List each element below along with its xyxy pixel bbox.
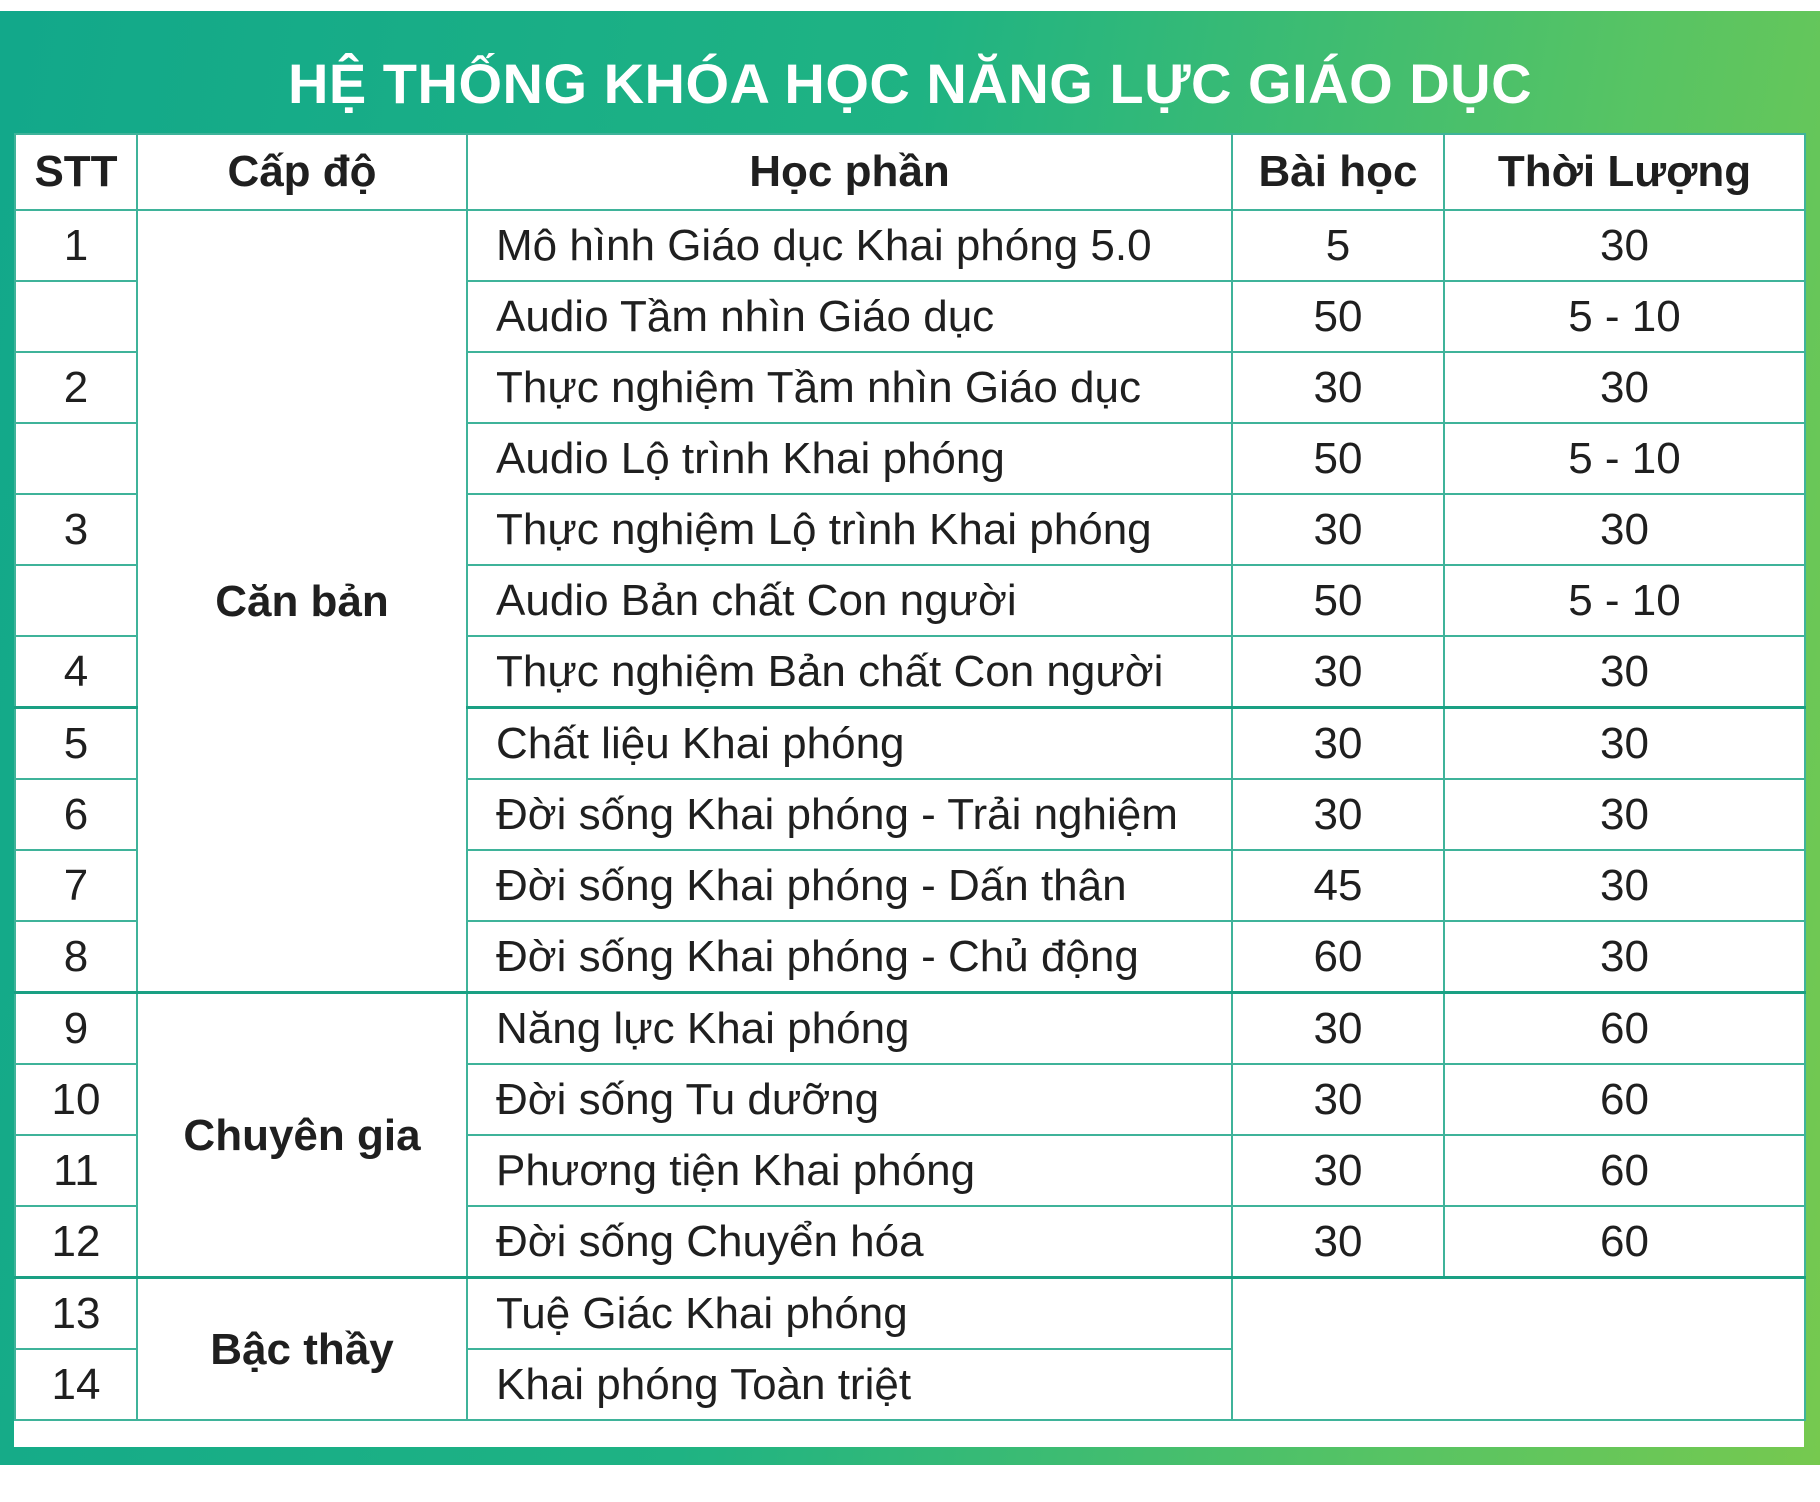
stt-cell: 2 bbox=[15, 352, 137, 423]
module-cell: Đời sống Tu dưỡng bbox=[467, 1064, 1232, 1135]
module-cell: Audio Bản chất Con người bbox=[467, 565, 1232, 636]
module-cell: Thực nghiệm Lộ trình Khai phóng bbox=[467, 494, 1232, 565]
duration-cell: 30 bbox=[1444, 352, 1805, 423]
lessons-cell: 30 bbox=[1232, 636, 1444, 708]
module-cell: Đời sống Khai phóng - Chủ động bbox=[467, 921, 1232, 993]
lessons-cell: 30 bbox=[1232, 993, 1444, 1065]
stt-cell: 7 bbox=[15, 850, 137, 921]
header-duration: Thời Lượng bbox=[1444, 134, 1805, 210]
stt-cell: 6 bbox=[15, 779, 137, 850]
duration-cell: 30 bbox=[1444, 210, 1805, 281]
duration-cell: 60 bbox=[1444, 1064, 1805, 1135]
duration-cell: 30 bbox=[1444, 708, 1805, 780]
module-cell: Đời sống Khai phóng - Trải nghiệm bbox=[467, 779, 1232, 850]
lessons-cell: 5 bbox=[1232, 210, 1444, 281]
duration-cell: 60 bbox=[1444, 1206, 1805, 1278]
duration-cell: 60 bbox=[1444, 993, 1805, 1065]
table-header-row bbox=[15, 134, 1805, 210]
duration-cell: 5 - 10 bbox=[1444, 281, 1805, 352]
module-cell: Phương tiện Khai phóng bbox=[467, 1135, 1232, 1206]
stt-cell bbox=[15, 281, 137, 352]
lessons-cell: 30 bbox=[1232, 494, 1444, 565]
table-row bbox=[15, 210, 1805, 281]
lessons-cell: 50 bbox=[1232, 565, 1444, 636]
stt-cell: 3 bbox=[15, 494, 137, 565]
lessons-cell: 60 bbox=[1232, 921, 1444, 993]
module-cell: Đời sống Chuyển hóa bbox=[467, 1206, 1232, 1278]
course-table-container bbox=[14, 133, 1804, 1447]
lessons-cell: 30 bbox=[1232, 779, 1444, 850]
level-cell-expert: Chuyên gia bbox=[137, 993, 467, 1278]
lessons-cell: 30 bbox=[1232, 708, 1444, 780]
header-stt: STT bbox=[15, 134, 137, 210]
stt-cell: 11 bbox=[15, 1135, 137, 1206]
module-cell: Thực nghiệm Bản chất Con người bbox=[467, 636, 1232, 708]
level-cell-basic: Căn bản bbox=[137, 210, 467, 993]
module-cell: Mô hình Giáo dục Khai phóng 5.0 bbox=[467, 210, 1232, 281]
stt-cell: 14 bbox=[15, 1349, 137, 1420]
lessons-cell: 30 bbox=[1232, 1206, 1444, 1278]
lessons-cell: 30 bbox=[1232, 1135, 1444, 1206]
module-cell: Đời sống Khai phóng - Dấn thân bbox=[467, 850, 1232, 921]
module-cell: Năng lực Khai phóng bbox=[467, 993, 1232, 1065]
table-row bbox=[15, 993, 1805, 1065]
module-cell: Audio Lộ trình Khai phóng bbox=[467, 423, 1232, 494]
page-title: HỆ THỐNG KHÓA HỌC NĂNG LỰC GIÁO DỤC bbox=[287, 52, 1533, 115]
stt-cell: 10 bbox=[15, 1064, 137, 1135]
lessons-cell: 30 bbox=[1232, 352, 1444, 423]
stt-cell: 5 bbox=[15, 708, 137, 780]
stt-cell: 8 bbox=[15, 921, 137, 993]
stt-cell bbox=[15, 565, 137, 636]
header-level: Cấp độ bbox=[137, 134, 467, 210]
duration-cell: 30 bbox=[1444, 779, 1805, 850]
level-cell-master: Bậc thầy bbox=[137, 1278, 467, 1421]
duration-cell: 5 - 10 bbox=[1444, 423, 1805, 494]
course-table bbox=[14, 133, 1806, 1421]
duration-cell: 30 bbox=[1444, 494, 1805, 565]
module-cell: Audio Tầm nhìn Giáo dục bbox=[467, 281, 1232, 352]
duration-cell: 5 - 10 bbox=[1444, 565, 1805, 636]
header-module: Học phần bbox=[467, 134, 1232, 210]
stt-cell: 1 bbox=[15, 210, 137, 281]
lessons-cell: 50 bbox=[1232, 423, 1444, 494]
duration-cell: 30 bbox=[1444, 850, 1805, 921]
stt-cell: 12 bbox=[15, 1206, 137, 1278]
duration-cell: 30 bbox=[1444, 921, 1805, 993]
stt-cell bbox=[15, 423, 137, 494]
module-cell: Chất liệu Khai phóng bbox=[467, 708, 1232, 780]
lessons-cell: 30 bbox=[1232, 1064, 1444, 1135]
stt-cell: 9 bbox=[15, 993, 137, 1065]
empty-cell bbox=[1232, 1278, 1805, 1421]
header-lessons: Bài học bbox=[1232, 134, 1444, 210]
stt-cell: 13 bbox=[15, 1278, 137, 1350]
stt-cell: 4 bbox=[15, 636, 137, 708]
table-row bbox=[15, 1278, 1805, 1350]
duration-cell: 30 bbox=[1444, 636, 1805, 708]
lessons-cell: 45 bbox=[1232, 850, 1444, 921]
duration-cell: 60 bbox=[1444, 1135, 1805, 1206]
module-cell: Thực nghiệm Tầm nhìn Giáo dục bbox=[467, 352, 1232, 423]
module-cell: Tuệ Giác Khai phóng bbox=[467, 1278, 1232, 1350]
module-cell: Khai phóng Toàn triệt bbox=[467, 1349, 1232, 1420]
lessons-cell: 50 bbox=[1232, 281, 1444, 352]
